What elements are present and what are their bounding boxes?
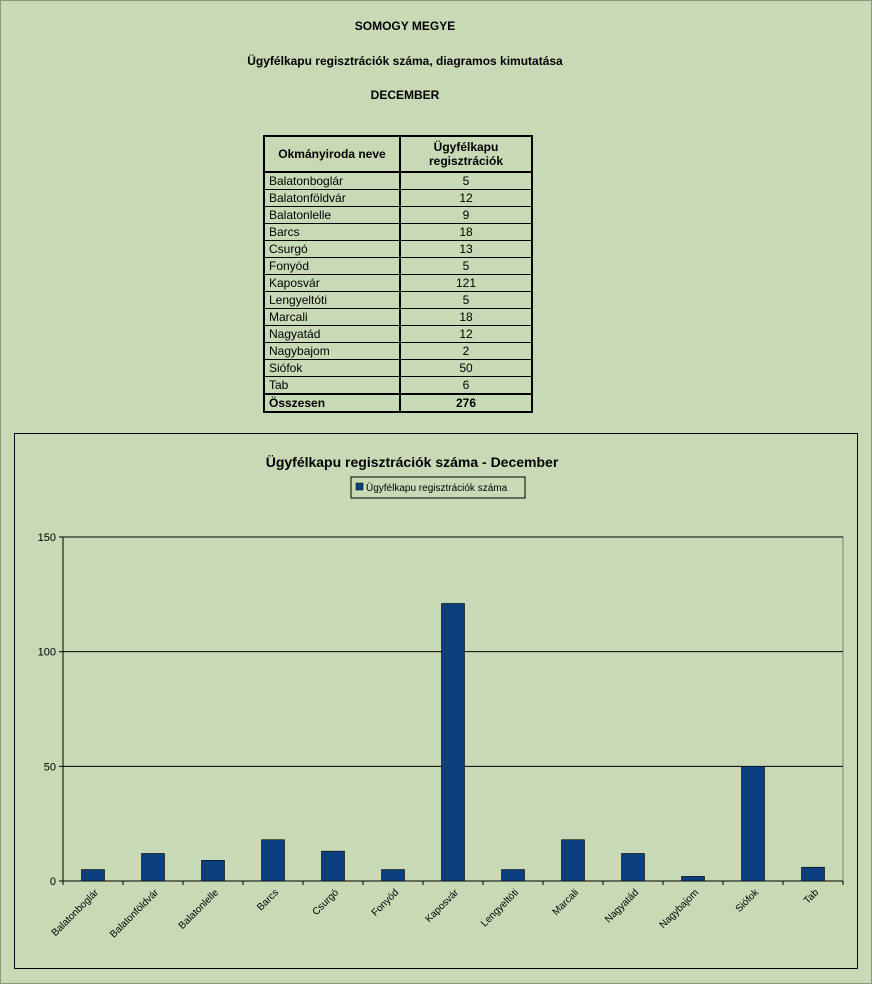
table-row xyxy=(264,309,532,326)
x-tick-label: Tab xyxy=(801,887,822,907)
x-tick-label: Kaposvár xyxy=(423,887,462,925)
table-row xyxy=(264,360,532,377)
table-row xyxy=(264,275,532,292)
x-tick-label: Siófok xyxy=(733,887,762,915)
x-tick-label: Barcs xyxy=(255,887,282,914)
county-heading: SOMOGY MEGYE xyxy=(354,19,456,33)
total-value-cell: 276 xyxy=(400,394,532,412)
col-office-header: Okmányiroda neve xyxy=(264,136,400,172)
registration-count-cell: 5 xyxy=(400,292,532,309)
bar-9 xyxy=(562,840,585,881)
table-row xyxy=(264,258,532,275)
col-reg-line1: Ügyfélkapu xyxy=(433,140,499,154)
table-row xyxy=(264,292,532,309)
x-tick-label: Balatonlelle xyxy=(176,887,222,932)
table-row xyxy=(264,207,532,224)
table-header-row xyxy=(264,136,532,172)
table-row xyxy=(264,377,532,395)
registration-count-cell: 18 xyxy=(400,224,532,241)
registration-count-cell: 50 xyxy=(400,360,532,377)
bar-11 xyxy=(682,876,705,881)
office-name-cell: Balatonföldvár xyxy=(264,190,400,207)
month-heading: DECEMBER xyxy=(370,88,440,102)
office-name-cell: Balatonboglár xyxy=(264,172,400,190)
registration-count-cell: 12 xyxy=(400,190,532,207)
chart-area xyxy=(14,433,858,969)
x-tick-label: Nagyatád xyxy=(603,887,642,926)
registration-table xyxy=(263,135,533,413)
registration-count-cell: 18 xyxy=(400,309,532,326)
table-row xyxy=(264,172,532,190)
office-name-cell: Nagyatád xyxy=(264,326,400,343)
table-row xyxy=(264,241,532,258)
bar-6 xyxy=(382,870,405,881)
y-tick-label: 50 xyxy=(43,761,56,774)
registration-count-cell: 5 xyxy=(400,258,532,275)
y-tick-label: 150 xyxy=(37,532,56,544)
registration-count-cell: 6 xyxy=(400,377,532,395)
registration-count-cell: 2 xyxy=(400,343,532,360)
total-row xyxy=(264,394,532,412)
registration-count-cell: 121 xyxy=(400,275,532,292)
bar-5 xyxy=(322,851,345,881)
x-tick-label: Nagybajom xyxy=(657,887,702,931)
chart-title: Ügyfélkapu regisztrációk száma - December xyxy=(265,454,559,470)
col-reg-line2: regisztrációk xyxy=(428,154,504,168)
registration-count-cell: 13 xyxy=(400,241,532,258)
table-row xyxy=(264,190,532,207)
table-row xyxy=(264,343,532,360)
y-tick-label: 100 xyxy=(37,646,56,659)
y-tick-label: 0 xyxy=(49,876,56,888)
x-tick-label: Fonyód xyxy=(369,887,402,919)
bar-8 xyxy=(502,870,525,881)
legend-label: Ügyfélkapu regisztrációk száma xyxy=(366,483,508,494)
office-name-cell: Marcali xyxy=(264,309,400,326)
registration-count-cell: 9 xyxy=(400,207,532,224)
col-registrations-header xyxy=(400,136,532,172)
x-tick-label: Balatonboglár xyxy=(49,887,102,939)
bar-4 xyxy=(262,840,285,881)
bar-7 xyxy=(442,604,465,881)
legend-swatch xyxy=(356,483,363,490)
office-name-cell: Siófok xyxy=(264,360,400,377)
total-label-cell: Összesen xyxy=(264,394,400,412)
registration-count-cell: 5 xyxy=(400,172,532,190)
office-name-cell: Fonyód xyxy=(264,258,400,275)
office-name-cell: Csurgó xyxy=(264,241,400,258)
bar-chart xyxy=(15,434,857,968)
office-name-cell: Lengyeltóti xyxy=(264,292,400,309)
office-name-cell: Barcs xyxy=(264,224,400,241)
x-tick-label: Csurgó xyxy=(310,887,342,918)
office-name-cell: Tab xyxy=(264,377,400,395)
report-subtitle: Ügyfélkapu regisztrációk száma, diagramos kimutatása xyxy=(247,54,563,68)
table-row xyxy=(264,224,532,241)
office-name-cell: Nagybajom xyxy=(264,343,400,360)
x-tick-label: Lengyeltóti xyxy=(479,887,522,930)
bar-1 xyxy=(82,870,105,881)
registration-count-cell: 12 xyxy=(400,326,532,343)
bar-10 xyxy=(622,853,645,881)
bar-13 xyxy=(802,867,825,881)
bar-12 xyxy=(742,766,765,881)
office-name-cell: Kaposvár xyxy=(264,275,400,292)
bar-3 xyxy=(202,860,225,881)
table-row xyxy=(264,326,532,343)
bar-2 xyxy=(142,853,165,881)
x-tick-label: Marcali xyxy=(550,887,582,918)
x-tick-label: Balatonföldvár xyxy=(108,887,162,941)
office-name-cell: Balatonlelle xyxy=(264,207,400,224)
